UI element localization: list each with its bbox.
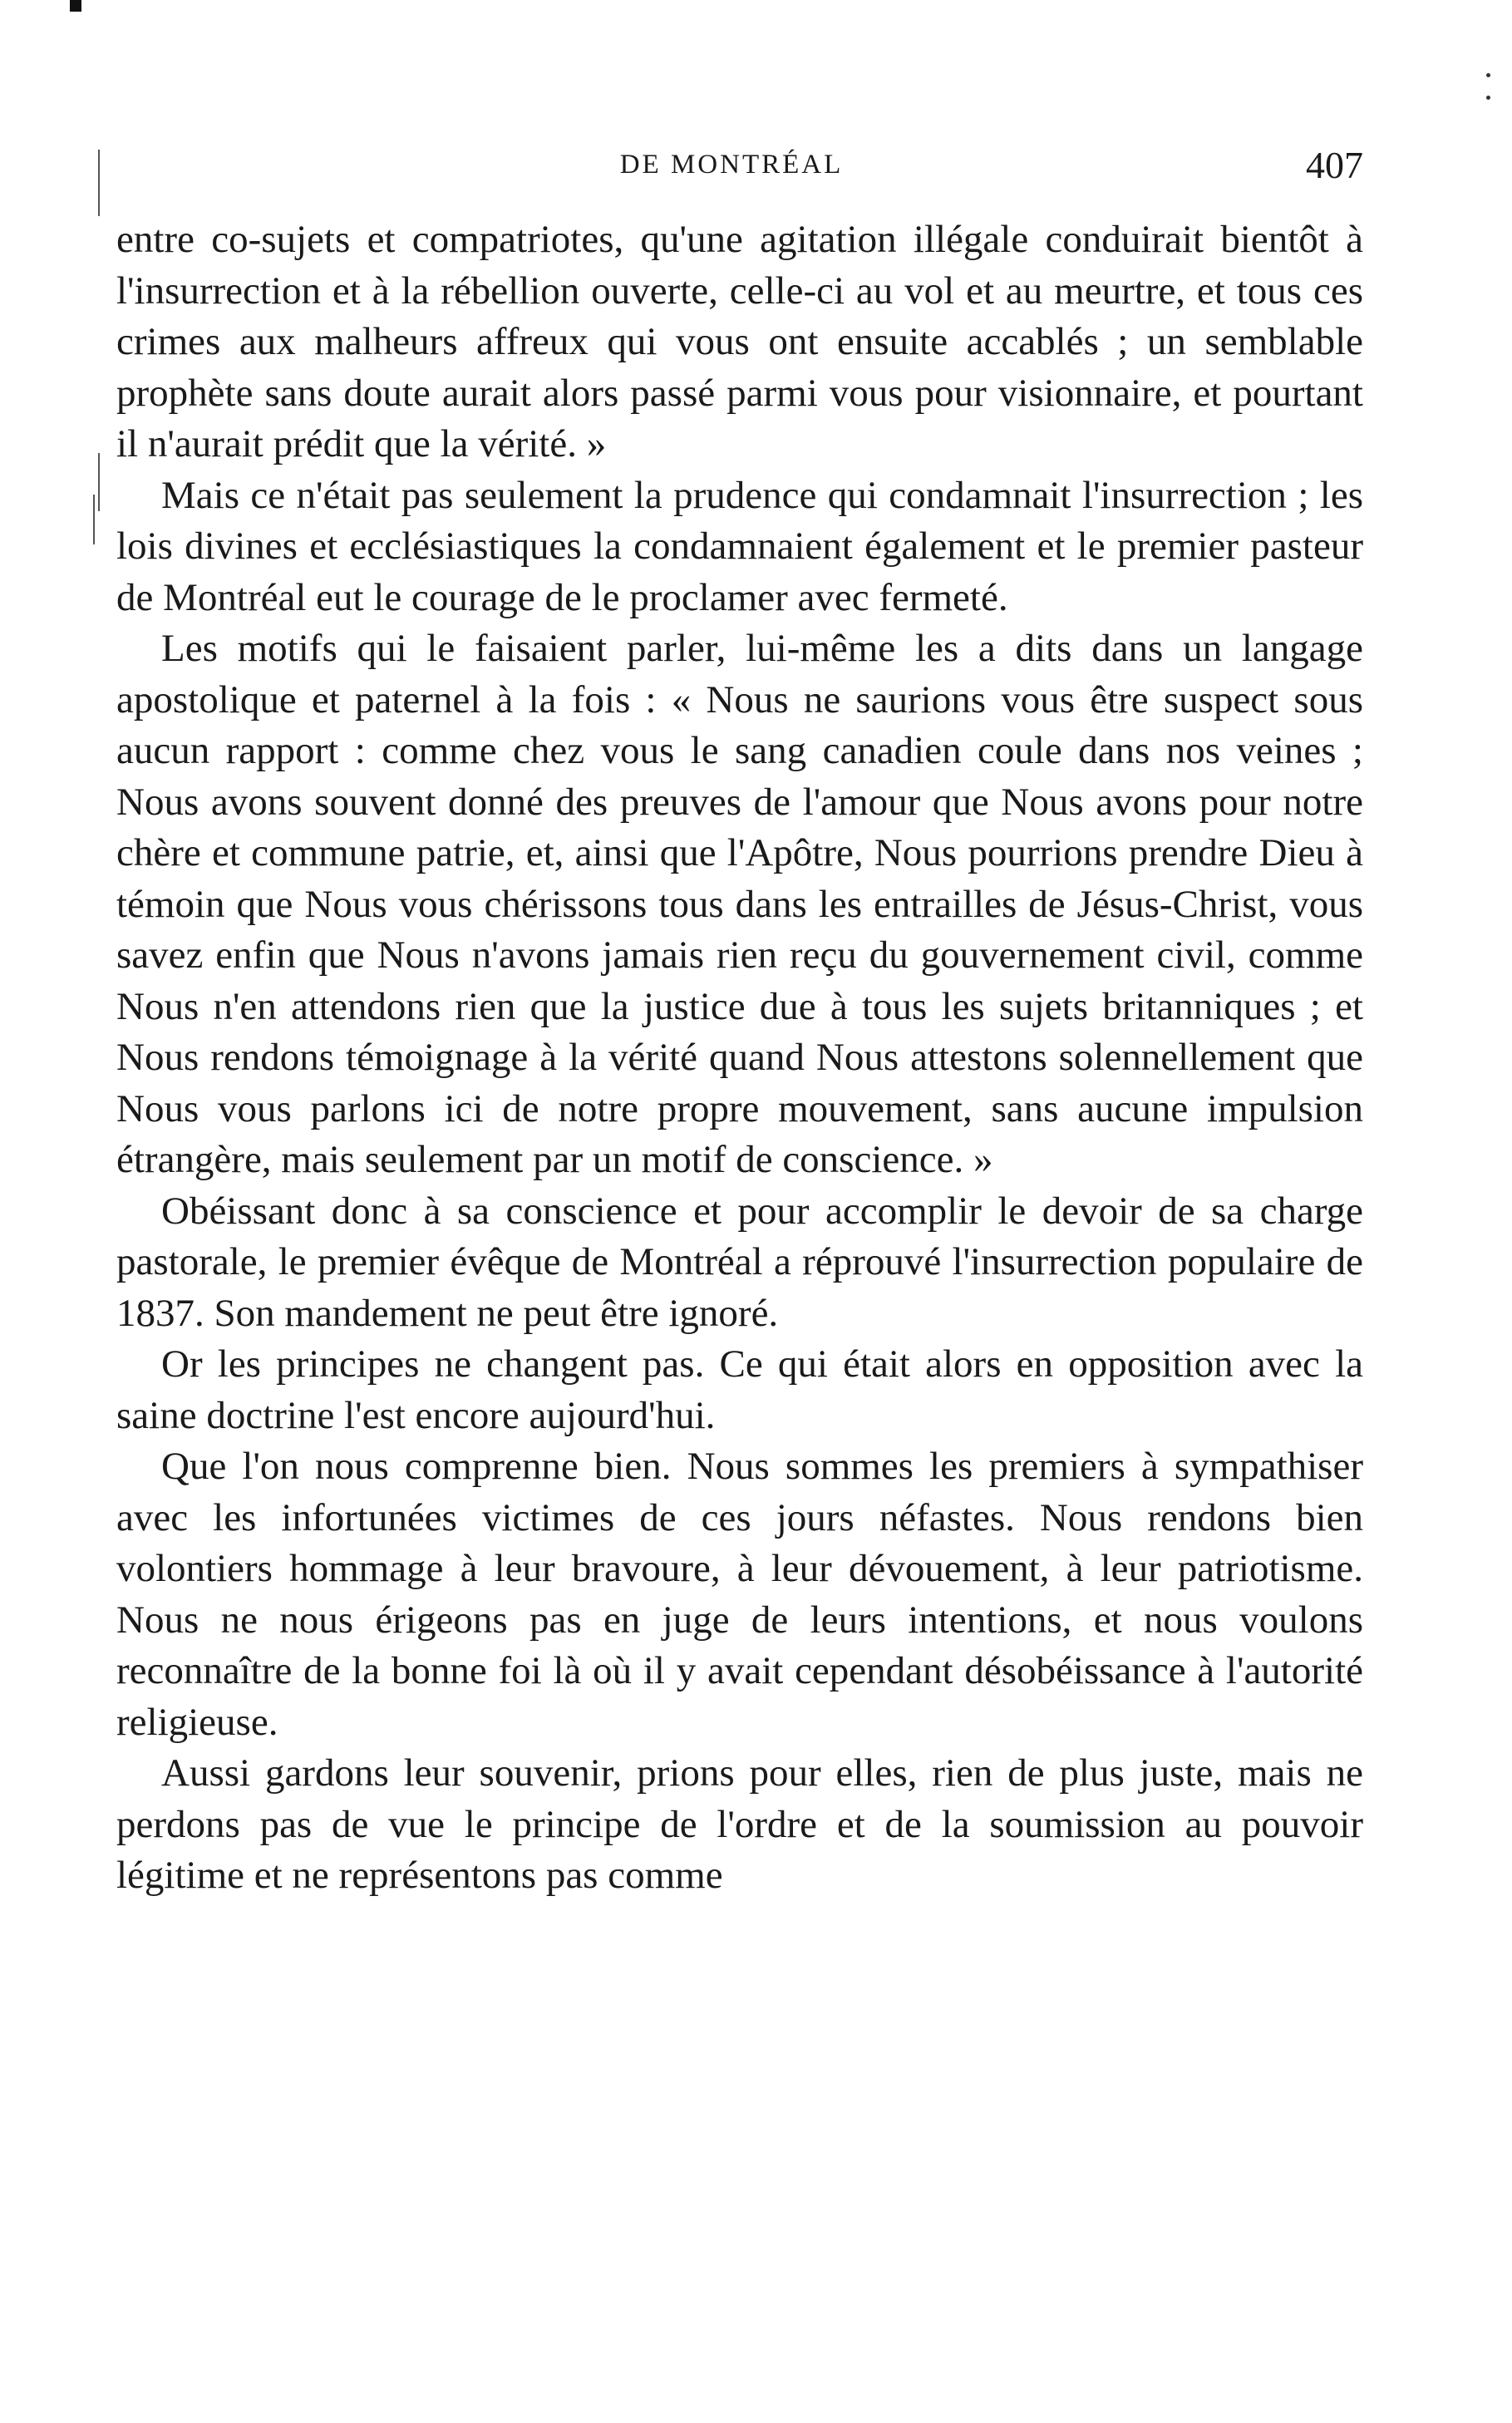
running-title: DE MONTRÉAL — [619, 150, 844, 180]
scan-corner-mark — [70, 0, 81, 12]
paragraph: Or les principes ne changent pas. Ce qui était alors en opposition avec la saine doctrine l'est encore aujourd'hui. — [116, 1342, 1363, 1437]
paragraph: Que l'on nous comprenne bien. Nous sommes les premiers à sympathiser avec les infortunées victimes de ces jours néfastes. Nous rendons bien volontiers hommage à leur bravoure, à leur dévouement, à leur patriotisme. Nous ne nous érigeons pas en juge de leurs intentions, et nous voulons reconnaître de la bonne foi là où il y avait cependant désobéissance à l'autorité religieuse. — [116, 1445, 1363, 1744]
scan-edge-marks — [1486, 73, 1491, 106]
scan-margin-rule — [93, 495, 95, 544]
paragraph: Obéissant donc à sa conscience et pour accomplir le devoir de sa charge pastorale, le premier évêque de Montréal a réprouvé l'insurrection populaire de 1837. Son mandement ne peut être ignoré. — [116, 1189, 1363, 1335]
paragraph: Aussi gardons leur souvenir, prions pour elles, rien de plus juste, mais ne perdons pas de vue le principe de l'ordre et de la soumission au pouvoir légitime et ne représentons pas comme — [116, 1751, 1363, 1897]
body-text — [116, 214, 1363, 1902]
running-head — [100, 143, 1363, 193]
paragraph: Les motifs qui le faisaient parler, lui-même les a dits dans un langage apostolique et paternel à la fois : « Nous ne saurions vous être suspect sous aucun rapport : comme chez vous le sang canadien coule dans nos veines ; Nous avons souvent donné des preuves de l'amour que Nous avons pour notre chère et commune patrie, et, ainsi que l'Apôtre, Nous pourrions prendre Dieu à témoin que Nous vous chérissons tous dans les entrailles de Jésus-Christ, vous savez enfin que Nous n'avons jamais rien reçu du gouvernement civil, comme Nous n'en attendons rien que la justice due à tous les sujets britanniques ; et Nous rendons témoignage à la vérité quand Nous attestons solennellement que Nous vous parlons ici de notre propre mouvement, sans aucune impulsion étrangère, mais seulement par un motif de conscience. » — [116, 627, 1363, 1181]
page-number: 407 — [1306, 144, 1363, 186]
paragraph: entre co-sujets et compatriotes, qu'une agitation illégale conduirait bientôt à l'insurrection et à la rébellion ouverte, celle-ci au vol et au meurtre, et tous ces crimes aux malheurs affreux qui vous ont ensuite accablés ; un semblable prophète sans doute aurait alors passé parmi vous pour visionnaire, et pourtant il n'aurait prédit que la vérité. » — [116, 218, 1363, 465]
paragraph: Mais ce n'était pas seulement la prudence qui condamnait l'insurrection ; les lois divines et ecclésiastiques la condamnaient également et le premier pasteur de Montréal eut le courage de le proclamer avec fermeté. — [116, 473, 1363, 619]
scan-margin-rule — [98, 453, 100, 511]
